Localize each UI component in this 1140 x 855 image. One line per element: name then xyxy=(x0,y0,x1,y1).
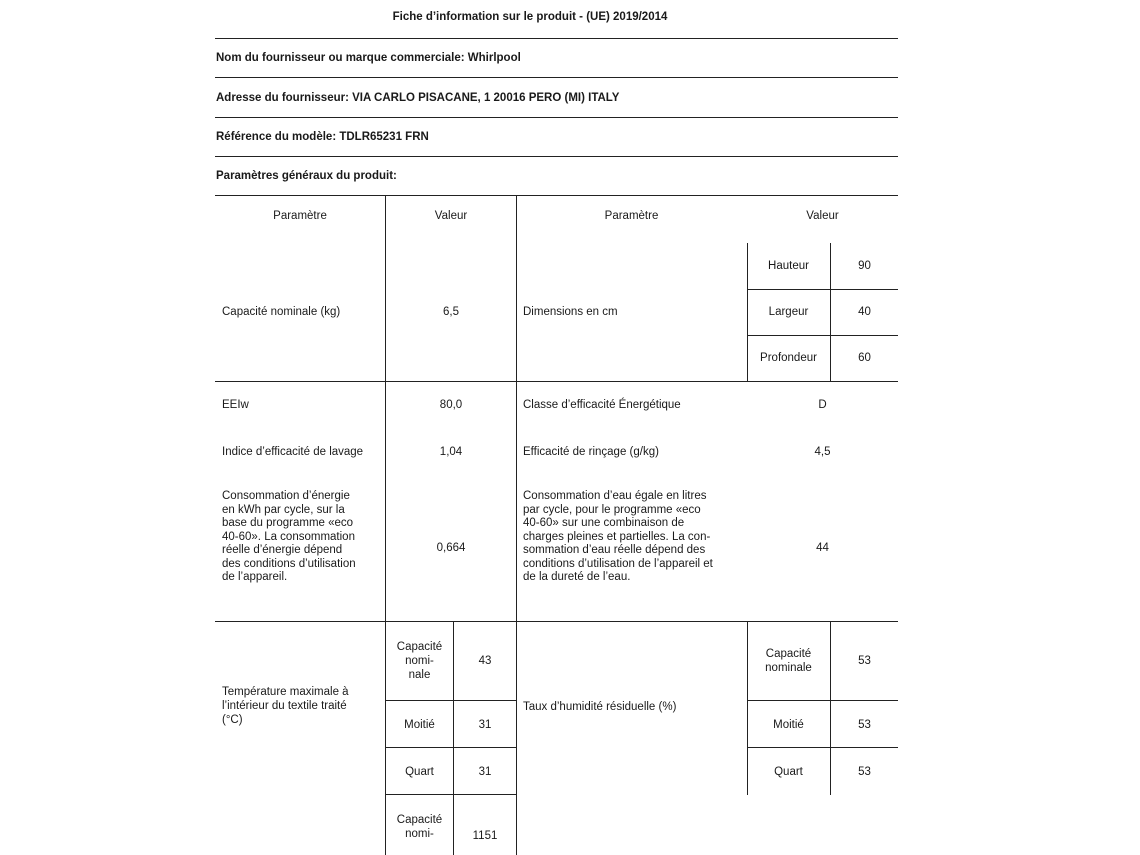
text-line: conditions d’utilisation de l’appareil et xyxy=(523,557,713,570)
depth-label: Profondeur xyxy=(760,352,817,364)
text-line: des conditions d’utilisation xyxy=(222,557,356,570)
divider xyxy=(747,289,898,290)
text-line: Capacité xyxy=(396,814,443,826)
row-divider xyxy=(215,621,898,622)
divider xyxy=(386,700,516,701)
divider xyxy=(386,747,516,748)
text-line: en kWh par cycle, sur la xyxy=(222,503,345,516)
max-temperature-label xyxy=(222,685,382,727)
energy-class-value: D xyxy=(818,399,827,411)
divider xyxy=(215,117,898,118)
moisture-half-label: Moitié xyxy=(773,719,804,731)
text-line: 40-60» sur une combinaison de xyxy=(523,517,685,529)
wash-index-value: 1,04 xyxy=(439,446,463,458)
column-divider xyxy=(516,195,517,855)
column-header-parameter: Paramètre xyxy=(604,210,659,222)
water-consumption-label xyxy=(523,490,745,585)
text-line: nomi- xyxy=(405,828,434,840)
residual-moisture-label: Taux d’humidité résiduelle (%) xyxy=(523,701,677,713)
rinse-efficiency-value: 4,5 xyxy=(814,446,831,458)
supplier-address: Adresse du fournisseur: VIA CARLO PISACANE, 1 20016 PERO (MI) ITALY xyxy=(216,92,620,104)
temp-quarter-value: 31 xyxy=(478,766,492,778)
energy-consumption-label xyxy=(222,490,382,585)
divider xyxy=(215,156,898,157)
divider xyxy=(215,77,898,78)
model-reference: Référence du modèle: TDLR65231 FRN xyxy=(216,131,429,143)
temp-half-label: Moitié xyxy=(404,719,435,731)
divider xyxy=(747,747,898,748)
capacity-label: Capacité nominale (kg) xyxy=(222,306,341,318)
text-line: Capacité xyxy=(765,648,812,660)
temp-full-value: 43 xyxy=(478,655,492,667)
text-line: 40-60». La consommation xyxy=(222,530,355,543)
text-line: nominale xyxy=(765,662,812,674)
height-label: Hauteur xyxy=(768,260,809,272)
text-line: (°C) xyxy=(222,714,243,726)
text-line: de l’appareil. xyxy=(222,571,288,583)
text-line: nale xyxy=(408,669,431,681)
text-line: l’intérieur du textile traité xyxy=(222,700,347,712)
wash-index-label: Indice d’efficacité de lavage xyxy=(222,446,364,458)
supplier-name: Nom du fournisseur ou marque commerciale: Whirlpool xyxy=(216,52,521,64)
moisture-full-label xyxy=(747,647,830,675)
width-label: Largeur xyxy=(768,306,809,318)
text-line: Consommation d’énergie xyxy=(222,490,350,502)
spin-full-label xyxy=(386,813,453,841)
eeiw-label: EEIw xyxy=(222,399,249,411)
rinse-efficiency-label: Efficacité de rinçage (g/kg) xyxy=(523,446,659,458)
column-header-value: Valeur xyxy=(806,210,839,222)
moisture-half-value: 53 xyxy=(858,719,871,731)
text-line: charges pleines et partielles. La con- xyxy=(523,530,711,543)
column-header-value: Valeur xyxy=(434,210,468,222)
table-top-border xyxy=(215,195,898,196)
text-line: par cycle, pour le programme «eco xyxy=(523,503,701,516)
width-value: 40 xyxy=(858,306,871,318)
moisture-quarter-label: Quart xyxy=(774,766,803,778)
spin-full-value: 1151 xyxy=(472,830,498,842)
row-divider xyxy=(215,381,898,382)
text-line: Capacité xyxy=(396,641,443,653)
divider xyxy=(747,700,898,701)
general-parameters-heading: Paramètres généraux du produit: xyxy=(216,170,397,182)
height-value: 90 xyxy=(858,260,871,272)
divider xyxy=(747,335,898,336)
temp-half-value: 31 xyxy=(478,719,492,731)
temp-quarter-label: Quart xyxy=(405,766,434,778)
text-line: sommation d’eau réelle dépend des xyxy=(523,544,706,556)
eeiw-value: 80,0 xyxy=(439,399,463,411)
energy-class-label: Classe d’efficacité Énergétique xyxy=(523,399,681,411)
text-line: de la dureté de l’eau. xyxy=(523,571,631,583)
depth-value: 60 xyxy=(858,352,871,364)
water-consumption-value: 44 xyxy=(816,542,829,554)
text-line: Consommation d’eau égale en litres xyxy=(523,490,707,502)
text-line: nomi- xyxy=(405,655,434,667)
moisture-quarter-value: 53 xyxy=(858,766,871,778)
temp-full-label xyxy=(386,640,453,682)
text-line: base du programme «eco xyxy=(222,517,354,529)
column-divider xyxy=(385,195,386,855)
capacity-value: 6,5 xyxy=(443,306,459,318)
dimensions-label: Dimensions en cm xyxy=(523,306,618,318)
moisture-full-value: 53 xyxy=(858,655,871,667)
text-line: réelle d’énergie dépend xyxy=(222,544,343,556)
column-header-parameter: Paramètre xyxy=(273,210,327,222)
divider xyxy=(215,38,898,39)
divider xyxy=(386,794,516,795)
energy-consumption-value: 0,664 xyxy=(436,542,466,554)
document-title: Fiche d’information sur le produit - (UE) 2019/2014 xyxy=(392,11,668,23)
text-line: Température maximale à xyxy=(222,686,349,698)
